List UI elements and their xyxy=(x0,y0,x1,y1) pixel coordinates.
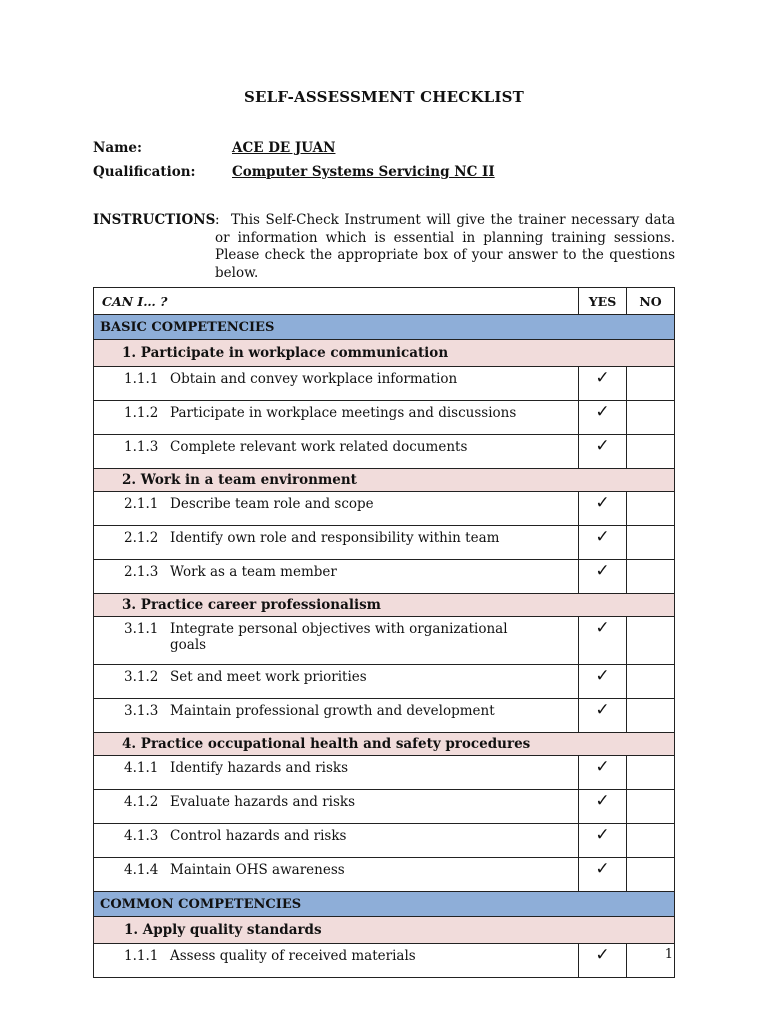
question-text: Integrate personal objectives with organizational goals xyxy=(170,621,508,653)
yes-cell xyxy=(579,824,627,858)
question-text: Complete relevant work related documents xyxy=(170,439,468,455)
question-cell xyxy=(94,699,579,733)
group-label: 1. Participate in workplace communication xyxy=(94,340,675,367)
qualification-label: Qualification: xyxy=(93,164,196,180)
group-label: 4. Practice occupational health and safety procedures xyxy=(94,733,675,756)
question-number: 4.1.3 xyxy=(124,828,159,844)
check-mark-icon: ✓ xyxy=(595,757,610,777)
section-label: COMMON COMPETENCIES xyxy=(94,892,675,917)
table-row xyxy=(94,492,675,526)
question-number: 1.1.2 xyxy=(124,405,159,421)
check-mark-icon: ✓ xyxy=(595,825,610,845)
no-cell xyxy=(627,756,675,790)
instructions-text: This Self-Check Instrument will give the trainer necessary data or information which is essential in planning training sessions. Please check the appropriate box of your answer to the questions below. xyxy=(215,212,675,281)
question-cell xyxy=(94,617,579,665)
table-row xyxy=(94,699,675,733)
no-cell xyxy=(627,699,675,733)
table-row xyxy=(94,790,675,824)
yes-cell xyxy=(579,944,627,978)
yes-cell xyxy=(579,617,627,665)
check-mark-icon: ✓ xyxy=(595,791,610,811)
yes-cell xyxy=(579,492,627,526)
group-row xyxy=(94,469,675,492)
no-cell xyxy=(627,665,675,699)
question-text: Assess quality of received materials xyxy=(170,948,416,964)
no-cell xyxy=(627,435,675,469)
yes-cell xyxy=(579,858,627,892)
group-row xyxy=(94,733,675,756)
question-number: 3.1.3 xyxy=(124,703,159,719)
table-row xyxy=(94,526,675,560)
check-mark-icon: ✓ xyxy=(595,859,610,879)
yes-cell xyxy=(579,526,627,560)
check-mark-icon: ✓ xyxy=(595,402,610,422)
question-cell xyxy=(94,665,579,699)
check-mark-icon: ✓ xyxy=(595,493,610,513)
header-no: NO xyxy=(627,288,675,315)
self-assessment-table xyxy=(93,287,675,978)
instructions-label: INSTRUCTIONS xyxy=(93,212,216,228)
question-cell xyxy=(94,756,579,790)
group-row xyxy=(94,340,675,367)
group-label: 3. Practice career professionalism xyxy=(94,594,675,617)
name-value: ACE DE JUAN xyxy=(232,140,336,156)
question-text: Work as a team member xyxy=(170,564,337,580)
table-header-row xyxy=(94,288,675,315)
question-number: 2.1.2 xyxy=(124,530,159,546)
yes-cell xyxy=(579,560,627,594)
question-text: Evaluate hazards and risks xyxy=(170,794,355,810)
check-mark-icon: ✓ xyxy=(595,368,610,388)
yes-cell xyxy=(579,665,627,699)
question-text: Identify own role and responsibility within team xyxy=(170,530,500,546)
question-number: 3.1.1 xyxy=(124,621,159,637)
table-row xyxy=(94,435,675,469)
qualification-value: Computer Systems Servicing NC II xyxy=(232,164,495,180)
group-row xyxy=(94,594,675,617)
question-cell xyxy=(94,526,579,560)
table-row xyxy=(94,756,675,790)
page-number: 1 xyxy=(664,947,673,962)
question-number: 4.1.2 xyxy=(124,794,159,810)
question-number: 1.1.3 xyxy=(124,439,159,455)
header-question: CAN I… ? xyxy=(94,288,579,315)
question-number: 2.1.3 xyxy=(124,564,159,580)
question-number: 4.1.1 xyxy=(124,760,159,776)
check-mark-icon: ✓ xyxy=(595,700,610,720)
check-mark-icon: ✓ xyxy=(595,666,610,686)
table-row xyxy=(94,560,675,594)
yes-cell xyxy=(579,367,627,401)
no-cell xyxy=(627,492,675,526)
question-text: Obtain and convey workplace information xyxy=(170,371,458,387)
question-number: 1.1.1 xyxy=(124,948,159,964)
question-text: Describe team role and scope xyxy=(170,496,374,512)
question-cell xyxy=(94,435,579,469)
table-row xyxy=(94,367,675,401)
header-yes: YES xyxy=(579,288,627,315)
question-number: 2.1.1 xyxy=(124,496,159,512)
page-title: SELF-ASSESSMENT CHECKLIST xyxy=(244,88,524,106)
no-cell xyxy=(627,367,675,401)
question-text: Participate in workplace meetings and discussions xyxy=(170,405,517,421)
group-label: 1. Apply quality standards xyxy=(94,917,675,944)
yes-cell xyxy=(579,435,627,469)
question-text: Control hazards and risks xyxy=(170,828,347,844)
group-label: 2. Work in a team environment xyxy=(94,469,675,492)
question-text: Maintain professional growth and development xyxy=(170,703,495,719)
no-cell xyxy=(627,790,675,824)
table-row xyxy=(94,944,675,978)
question-number: 4.1.4 xyxy=(124,862,159,878)
group-row xyxy=(94,917,675,944)
question-cell xyxy=(94,944,579,978)
table-row xyxy=(94,401,675,435)
table-row xyxy=(94,665,675,699)
check-mark-icon: ✓ xyxy=(595,618,610,638)
no-cell xyxy=(627,526,675,560)
question-cell xyxy=(94,824,579,858)
question-text: Identify hazards and risks xyxy=(170,760,349,776)
question-number: 3.1.2 xyxy=(124,669,159,685)
yes-cell xyxy=(579,756,627,790)
question-cell xyxy=(94,858,579,892)
no-cell xyxy=(627,824,675,858)
question-text: Set and meet work priorities xyxy=(170,669,367,685)
check-mark-icon: ✓ xyxy=(595,561,610,581)
no-cell xyxy=(627,401,675,435)
question-cell xyxy=(94,492,579,526)
no-cell xyxy=(627,858,675,892)
question-text: Maintain OHS awareness xyxy=(170,862,345,878)
check-mark-icon: ✓ xyxy=(595,436,610,456)
section-row xyxy=(94,315,675,340)
table-row xyxy=(94,858,675,892)
section-label: BASIC COMPETENCIES xyxy=(94,315,675,340)
question-cell xyxy=(94,790,579,824)
no-cell xyxy=(627,560,675,594)
section-row xyxy=(94,892,675,917)
question-number: 1.1.1 xyxy=(124,371,159,387)
table-row xyxy=(94,617,675,665)
no-cell xyxy=(627,617,675,665)
yes-cell xyxy=(579,401,627,435)
yes-cell xyxy=(579,790,627,824)
name-label: Name: xyxy=(93,140,142,156)
question-cell xyxy=(94,560,579,594)
instructions-colon: : xyxy=(215,212,220,228)
table-row xyxy=(94,824,675,858)
check-mark-icon: ✓ xyxy=(595,527,610,547)
yes-cell xyxy=(579,699,627,733)
question-cell xyxy=(94,401,579,435)
check-mark-icon: ✓ xyxy=(595,945,610,965)
question-cell xyxy=(94,367,579,401)
